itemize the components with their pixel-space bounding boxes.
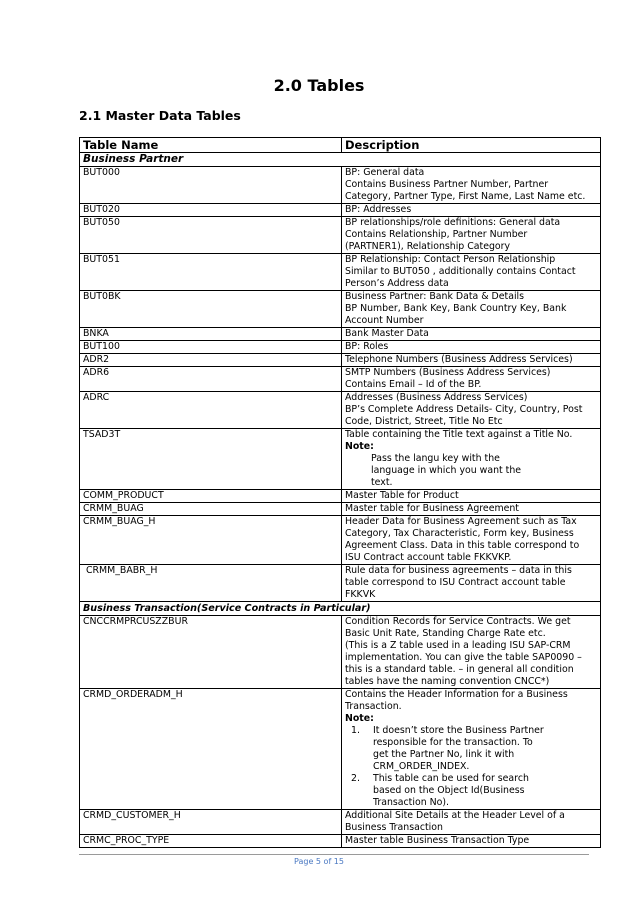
table-row (80, 490, 601, 503)
section-title: 2.1 Master Data Tables (79, 108, 241, 123)
description-cell (342, 503, 601, 516)
description-line: Similar to BUT050 , additionally contains Contact (345, 266, 576, 277)
table-row (80, 429, 601, 490)
description-line: Person’s Address data (345, 278, 449, 289)
description-line: FKKVK (345, 589, 376, 600)
table-row (80, 254, 601, 291)
description-cell (342, 490, 601, 503)
list-item-text: get the Partner No, link it with (373, 749, 515, 760)
description-line: (PARTNER1), Relationship Category (345, 241, 511, 252)
description-line: Master table Business Transaction Type (345, 835, 530, 846)
list-item-text: Transaction No). (373, 797, 449, 808)
page-title: 2.0 Tables (273, 76, 365, 95)
table-name-cell: BNKA (80, 328, 342, 341)
description-line: Agreement Class. Data in this table correspond to (345, 540, 580, 551)
table-name-cell: CNCCRMPRCUSZZBUR (80, 616, 342, 689)
table-row (80, 167, 601, 204)
description-line: Header Data for Business Agreement such as Tax (345, 516, 577, 527)
master-data-table (79, 137, 601, 848)
description-line: BP Number, Bank Key, Bank Country Key, Bank (345, 303, 567, 314)
table-header-row (80, 138, 601, 153)
description-line: Master table for Business Agreement (345, 503, 519, 514)
table-name-cell: CRMM_BUAG_H (80, 516, 342, 565)
table-name-cell: BUT050 (80, 217, 342, 254)
description-cell (342, 367, 601, 392)
table-row (80, 392, 601, 429)
description-cell (342, 565, 601, 602)
footer-divider (79, 854, 589, 855)
table-row (80, 341, 601, 354)
table-name-cell: BUT0BK (80, 291, 342, 328)
list-item-text: based on the Object Id(Business (373, 785, 525, 796)
description-cell (342, 217, 601, 254)
description-line: Addresses (Business Address Services) (345, 392, 528, 403)
table-name-cell: BUT020 (80, 204, 342, 217)
description-cell (342, 167, 601, 204)
description-line: table correspond to ISU Contract account table (345, 577, 566, 588)
description-cell (342, 291, 601, 328)
table-row (80, 835, 601, 848)
description-cell (342, 429, 601, 490)
table-name-cell: CRMM_BUAG (80, 503, 342, 516)
list-item-text: This table can be used for search (373, 773, 529, 784)
description-cell (342, 392, 601, 429)
table-name-cell: BUT000 (80, 167, 342, 204)
description-line: (This is a Z table used in a leading ISU SAP-CRM (345, 640, 571, 651)
table-name-cell: CRMD_ORDERADM_H (80, 689, 342, 810)
description-line: implementation. You can give the table SAP0090 – (345, 652, 582, 663)
section-row (80, 153, 601, 167)
description-line: Code, District, Street, Title No Etc (345, 416, 503, 427)
table-row (80, 565, 601, 602)
description-cell (342, 516, 601, 565)
description-cell (342, 835, 601, 848)
description-line: Contains Email – Id of the BP. (345, 379, 482, 390)
table-name-cell: CRMM_BABR_H (80, 565, 342, 602)
description-line: Rule data for business agreements – data in this (345, 565, 572, 576)
numbered-note-line (345, 737, 597, 749)
description-line: Bank Master Data (345, 328, 429, 339)
table-row (80, 810, 601, 835)
table-name-cell: TSAD3T (80, 429, 342, 490)
section-title-cell: Business Transaction(Service Contracts in Particular) (80, 602, 601, 616)
description-line: Account Number (345, 315, 424, 326)
column-header-table-name: Table Name (80, 138, 342, 153)
numbered-note-line (345, 761, 597, 773)
description-cell (342, 328, 601, 341)
description-line: Category, Partner Type, First Name, Last Name etc. (345, 191, 586, 202)
numbered-note-line (345, 773, 597, 785)
note-label: Note: (345, 713, 374, 724)
section-title-cell: Business Partner (80, 153, 601, 167)
table-row (80, 516, 601, 565)
table-row (80, 291, 601, 328)
table-name-cell: CRMC_PROC_TYPE (80, 835, 342, 848)
numbered-note-line (345, 797, 597, 809)
list-item-text: responsible for the transaction. To (373, 737, 533, 748)
table-row (80, 217, 601, 254)
description-line: Business Partner: Bank Data & Details (345, 291, 525, 302)
description-line: Basic Unit Rate, Standing Charge Rate etc. (345, 628, 546, 639)
list-item-text: CRM_ORDER_INDEX. (373, 761, 470, 772)
numbered-note-line (345, 725, 597, 737)
description-cell (342, 254, 601, 291)
table-row (80, 689, 601, 810)
description-line: Category, Tax Characteristic, Form key, Business (345, 528, 574, 539)
page-number: Page 5 of 15 (294, 857, 344, 866)
description-line: Transaction. (345, 701, 402, 712)
description-line: BP: Roles (345, 341, 389, 352)
description-line: BP relationships/role definitions: General data (345, 217, 561, 228)
list-number: 1. (351, 725, 360, 736)
description-cell (342, 354, 601, 367)
numbered-note-line (345, 785, 597, 797)
description-line: Additional Site Details at the Header Level of a (345, 810, 565, 821)
column-header-description: Description (342, 138, 601, 153)
note-line: Pass the langu key with the (371, 453, 500, 464)
description-line: BP’s Complete Address Details- City, Country, Post (345, 404, 583, 415)
list-number: 2. (351, 773, 360, 784)
table-name-cell: ADRC (80, 392, 342, 429)
table-name-cell: BUT100 (80, 341, 342, 354)
description-line: BP: General data (345, 167, 425, 178)
list-item-text: It doesn’t store the Business Partner (373, 725, 544, 736)
table-row (80, 367, 601, 392)
description-line: Contains Relationship, Partner Number (345, 229, 528, 240)
description-line: Telephone Numbers (Business Address Services) (345, 354, 573, 365)
note-label: Note: (345, 441, 374, 452)
description-line: ISU Contract account table FKKVKP. (345, 552, 512, 563)
section-row (80, 602, 601, 616)
table-row (80, 616, 601, 689)
table-row (80, 503, 601, 516)
table-name-cell: BUT051 (80, 254, 342, 291)
table-name-cell: ADR2 (80, 354, 342, 367)
description-line: Condition Records for Service Contracts. We get (345, 616, 571, 627)
description-line: BP: Addresses (345, 204, 412, 215)
description-line: tables have the naming convention CNCC*) (345, 676, 550, 687)
description-line: SMTP Numbers (Business Address Services) (345, 367, 551, 378)
description-line: Master Table for Product (345, 490, 459, 501)
note-line: text. (371, 477, 393, 488)
table-name-cell: ADR6 (80, 367, 342, 392)
description-cell (342, 341, 601, 354)
table-name-cell: COMM_PRODUCT (80, 490, 342, 503)
description-line: Contains Business Partner Number, Partner (345, 179, 549, 190)
table-row (80, 328, 601, 341)
description-line: BP Relationship: Contact Person Relationship (345, 254, 556, 265)
description-line: Business Transaction (345, 822, 443, 833)
description-line: Contains the Header Information for a Business (345, 689, 568, 700)
note-line: language in which you want the (371, 465, 522, 476)
description-line: this is a standard table. – in general all condition (345, 664, 574, 675)
description-cell (342, 689, 601, 810)
description-cell (342, 204, 601, 217)
table-name-cell: CRMD_CUSTOMER_H (80, 810, 342, 835)
description-line: Table containing the Title text against a Title No. (345, 429, 573, 440)
table-row (80, 204, 601, 217)
description-cell (342, 616, 601, 689)
table-body (80, 153, 601, 848)
description-cell (342, 810, 601, 835)
table-row (80, 354, 601, 367)
numbered-note-line (345, 749, 597, 761)
